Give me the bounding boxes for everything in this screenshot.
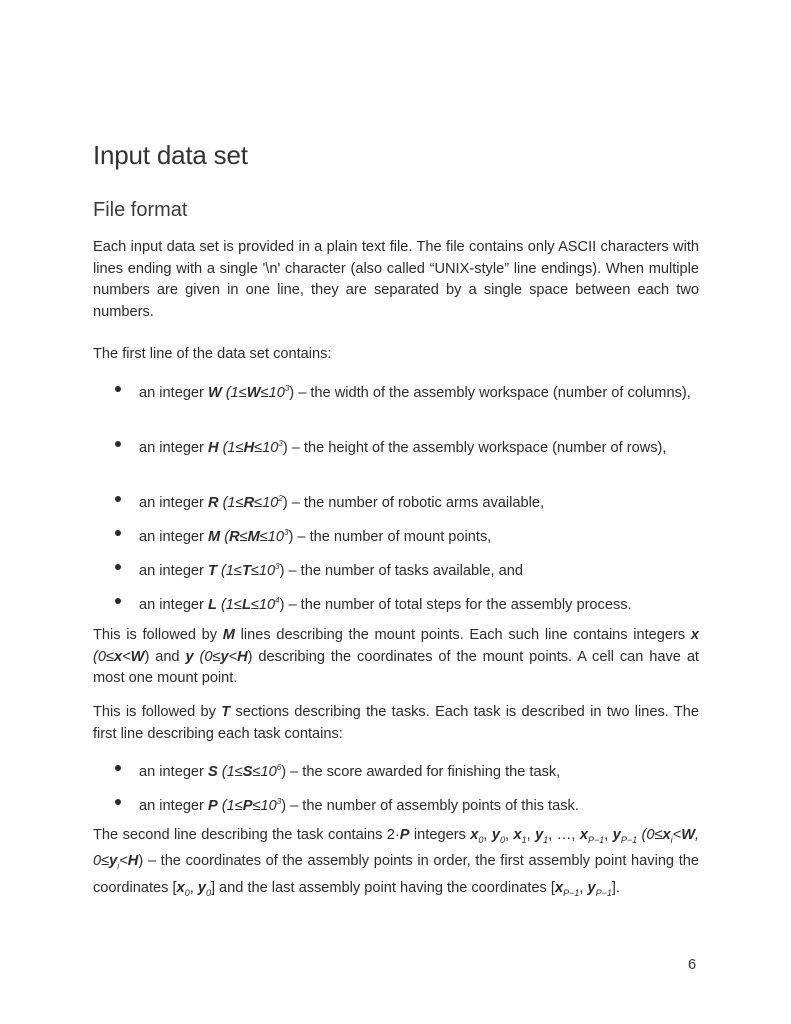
mount-points-paragraph: This is followed by M lines describing the mount points. Each such line contains integers x (0≤x<W) and y (0≤y<H) describing the coordinates of the mount points. A cell can have at most one mount point.: [93, 627, 699, 686]
section-subheading: File format: [93, 199, 188, 221]
list-item-T: an integer T $(1\le T\le 10^3)$ – the number of tasks available, and: [139, 556, 699, 582]
assembly-points-paragraph: The second line describing the task contains 2·P integers $x_0$, $y_0$, $x_1$, $y_1$, …, $x_{P-1}$, $y_{P-1}$ ($0\le x_i<W$, $0\le y_i<H$) – the coordinates of the assembly points in order, the first assembly point having the coordinates [$x_0$, $y_0$] and the last assembly point having the coordinates [$x_{P-1}$, $y_{P-1}$].: [93, 827, 700, 898]
list-item-S: an integer S $(1\le S\le 10^6)$ – the score awarded for finishing the task,: [139, 757, 699, 783]
tasks-paragraph: This is followed by T sections describing the tasks. Each task is described in two lines. The first line describing each task contains:: [93, 704, 699, 742]
page-number: 6: [688, 957, 697, 973]
first-line-intro: The first line of the data set contains:: [93, 346, 332, 362]
list-item-M: an integer M $(R\le M\le 10^3)$ – the number of mount points,: [139, 522, 699, 548]
list-item-W: an integer W $(1\le W\le 10^3)$ – the width of the assembly workspace (number of columns),: [139, 378, 699, 404]
intro-paragraph: Each input data set is provided in a plain text file. The file contains only ASCII characters with lines ending with a single '\n' character (also called “UNIX-style” line endings). When multiple numbers are given in one line, they are separated by a single space between each two numbers.: [93, 239, 699, 320]
list-item-P: an integer P $(1\le P\le 10^3)$ – the number of assembly points of this task.: [139, 791, 699, 817]
list-item-R: an integer R $(1\le R\le 10^2)$ – the number of robotic arms available,: [139, 488, 699, 514]
list-item-H: an integer H $(1\le H\le 10^3)$ – the height of the assembly workspace (number of rows),: [139, 433, 699, 459]
list-item-L: an integer L $(1\le L\le 10^4)$ – the number of total steps for the assembly process.: [139, 590, 699, 616]
page-heading: Input data set: [93, 140, 248, 170]
